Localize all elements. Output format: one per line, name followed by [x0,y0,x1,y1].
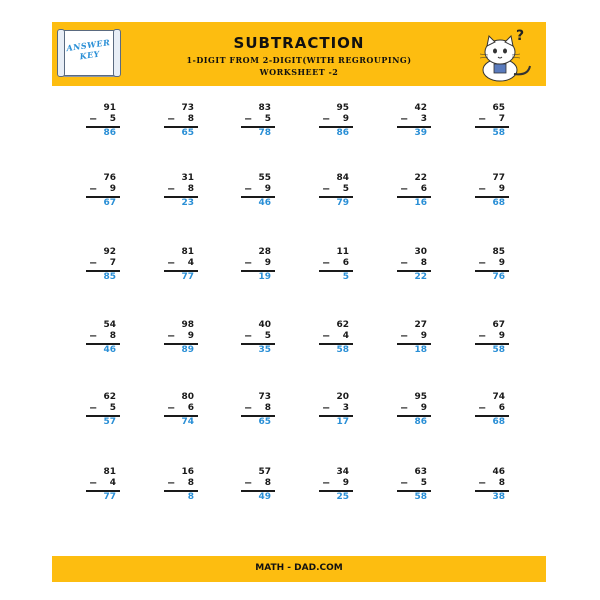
subtrahend: 8 [264,403,271,413]
subtrahend: 5 [109,114,116,124]
minuend: 31 [181,173,194,183]
answer: 85 [103,272,116,282]
answer: 74 [181,417,194,427]
answer: 58 [492,128,505,138]
minuend: 46 [492,467,505,477]
subtraction-problem [83,247,123,287]
minus-sign-icon: − [167,258,176,269]
subtrahend: 9 [498,331,505,341]
subtrahend: 6 [498,403,505,413]
subtrahend: 9 [420,403,427,413]
footer-banner [52,556,546,582]
minus-sign-icon: − [167,478,176,489]
answer: 58 [336,345,349,355]
subtrahend: 4 [109,478,116,488]
answer: 86 [103,128,116,138]
subtrahend: 5 [264,331,271,341]
minuend: 62 [336,320,349,330]
subtraction-problem [394,173,434,213]
minuend: 84 [336,173,349,183]
subtrahend: 5 [264,114,271,124]
minuend: 30 [414,247,427,257]
subtraction-problem [316,173,356,213]
subtrahend: 8 [187,478,194,488]
answer: 22 [414,272,427,282]
minus-sign-icon: − [244,114,253,125]
minuend: 28 [258,247,271,257]
minus-sign-icon: − [478,184,487,195]
minuend: 73 [258,392,271,402]
minus-sign-icon: − [244,331,253,342]
answer: 49 [258,492,271,502]
answer: 77 [181,272,194,282]
answer: 58 [492,345,505,355]
minus-sign-icon: − [322,331,331,342]
answer: 39 [414,128,427,138]
subtraction-problem [394,103,434,143]
subtraction-problem [316,392,356,432]
minus-sign-icon: − [244,403,253,414]
answer: 65 [181,128,194,138]
subtrahend: 8 [187,114,194,124]
subtraction-problem [83,320,123,360]
minuend: 20 [336,392,349,402]
minus-sign-icon: − [167,114,176,125]
answer: 58 [414,492,427,502]
answer: 79 [336,198,349,208]
answer: 67 [103,198,116,208]
subtraction-problem [238,103,278,143]
minuend: 98 [181,320,194,330]
minuend: 40 [258,320,271,330]
minuend: 67 [492,320,505,330]
svg-text:?: ? [516,28,525,44]
subtraction-problem [161,320,201,360]
answer: 46 [258,198,271,208]
answer: 86 [336,128,349,138]
answer-key-badge: ANSWER KEY [65,37,111,62]
minus-sign-icon: − [322,114,331,125]
minuend: 42 [414,103,427,113]
subtraction-problem [316,247,356,287]
minuend: 11 [336,247,349,257]
minuend: 85 [492,247,505,257]
minuend: 27 [414,320,427,330]
subtrahend: 6 [342,258,349,268]
minuend: 81 [103,467,116,477]
subtrahend: 9 [498,258,505,268]
minus-sign-icon: − [89,403,98,414]
worksheet-label: WORKSHEET -2 [259,67,339,77]
answer: 57 [103,417,116,427]
subtraction-problem [316,467,356,507]
minus-sign-icon: − [167,403,176,414]
minus-sign-icon: − [322,258,331,269]
minuend: 63 [414,467,427,477]
minuend: 62 [103,392,116,402]
minus-sign-icon: − [89,331,98,342]
minus-sign-icon: − [244,478,253,489]
minus-sign-icon: − [89,478,98,489]
subtrahend: 5 [420,478,427,488]
minuend: 16 [181,467,194,477]
subtraction-problem [83,467,123,507]
subtraction-problem [316,320,356,360]
page-subtitle: 1-DIGIT FROM 2-DIGIT(WITH REGROUPING) [186,55,412,65]
minuend: 54 [103,320,116,330]
minus-sign-icon: − [89,114,98,125]
subtrahend: 6 [187,403,194,413]
subtraction-problem [238,173,278,213]
minus-sign-icon: − [244,184,253,195]
minus-sign-icon: − [478,258,487,269]
minuend: 76 [103,173,116,183]
subtraction-problem [238,247,278,287]
minuend: 95 [414,392,427,402]
subtrahend: 3 [420,114,427,124]
subtraction-problem [472,247,512,287]
subtrahend: 9 [109,184,116,194]
answer: 8 [187,492,194,502]
answer: 68 [492,417,505,427]
answer: 19 [258,272,271,282]
subtrahend: 8 [264,478,271,488]
answer: 16 [414,198,427,208]
subtraction-problem [238,467,278,507]
answer: 23 [181,198,194,208]
minuend: 73 [181,103,194,113]
answer: 18 [414,345,427,355]
subtraction-problem [83,103,123,143]
minuend: 65 [492,103,505,113]
minus-sign-icon: − [167,331,176,342]
subtraction-problem [161,103,201,143]
minuend: 92 [103,247,116,257]
page-title: SUBTRACTION [233,34,365,52]
answer: 76 [492,272,505,282]
minus-sign-icon: − [244,258,253,269]
minus-sign-icon: − [478,331,487,342]
minus-sign-icon: − [400,403,409,414]
minus-sign-icon: − [400,258,409,269]
subtraction-problem [238,392,278,432]
minuend: 57 [258,467,271,477]
answer: 89 [181,345,194,355]
minus-sign-icon: − [322,403,331,414]
subtraction-problem [394,247,434,287]
subtrahend: 9 [264,258,271,268]
subtrahend: 8 [109,331,116,341]
subtrahend: 8 [420,258,427,268]
answer: 5 [342,272,349,282]
answer: 46 [103,345,116,355]
minus-sign-icon: − [400,184,409,195]
minuend: 55 [258,173,271,183]
minus-sign-icon: − [478,114,487,125]
minus-sign-icon: − [89,258,98,269]
subtraction-problem [472,320,512,360]
answer: 68 [492,198,505,208]
subtraction-problem [238,320,278,360]
minuend: 34 [336,467,349,477]
subtraction-problem [472,103,512,143]
minus-sign-icon: − [400,114,409,125]
answer: 25 [336,492,349,502]
minus-sign-icon: − [400,478,409,489]
minus-sign-icon: − [167,184,176,195]
subtrahend: 8 [187,184,194,194]
answer: 38 [492,492,505,502]
subtrahend: 9 [342,114,349,124]
footer-site-name: MATH - DAD.COM [255,563,343,573]
subtrahend: 9 [498,184,505,194]
minus-sign-icon: − [322,184,331,195]
subtrahend: 3 [342,403,349,413]
subtraction-problem [394,320,434,360]
answer: 78 [258,128,271,138]
subtrahend: 5 [342,184,349,194]
subtraction-problem [161,247,201,287]
subtraction-problem [316,103,356,143]
thinking-cat-mascot-icon [470,24,540,84]
subtraction-problem [161,467,201,507]
subtrahend: 4 [342,331,349,341]
subtraction-problem [161,173,201,213]
answer: 86 [414,417,427,427]
subtrahend: 9 [187,331,194,341]
subtrahend: 4 [187,258,194,268]
subtrahend: 7 [498,114,505,124]
subtraction-problem [472,467,512,507]
minus-sign-icon: − [89,184,98,195]
subtraction-problem [394,392,434,432]
minus-sign-icon: − [400,331,409,342]
subtrahend: 9 [264,184,271,194]
subtraction-problem [83,173,123,213]
subtrahend: 6 [420,184,427,194]
minuend: 95 [336,103,349,113]
subtraction-problem [394,467,434,507]
minus-sign-icon: − [478,478,487,489]
minuend: 83 [258,103,271,113]
subtraction-problem [83,392,123,432]
minuend: 74 [492,392,505,402]
answer: 35 [258,345,271,355]
answer: 17 [336,417,349,427]
minus-sign-icon: − [478,403,487,414]
subtraction-problem [161,392,201,432]
minus-sign-icon: − [322,478,331,489]
minuend: 77 [492,173,505,183]
minuend: 80 [181,392,194,402]
minuend: 81 [181,247,194,257]
subtrahend: 8 [498,478,505,488]
subtrahend: 9 [420,331,427,341]
subtrahend: 7 [109,258,116,268]
minuend: 22 [414,173,427,183]
subtraction-problem [472,173,512,213]
minuend: 91 [103,103,116,113]
header-banner [52,22,546,86]
answer: 65 [258,417,271,427]
answer: 77 [103,492,116,502]
subtrahend: 5 [109,403,116,413]
subtraction-problem [472,392,512,432]
subtrahend: 9 [342,478,349,488]
